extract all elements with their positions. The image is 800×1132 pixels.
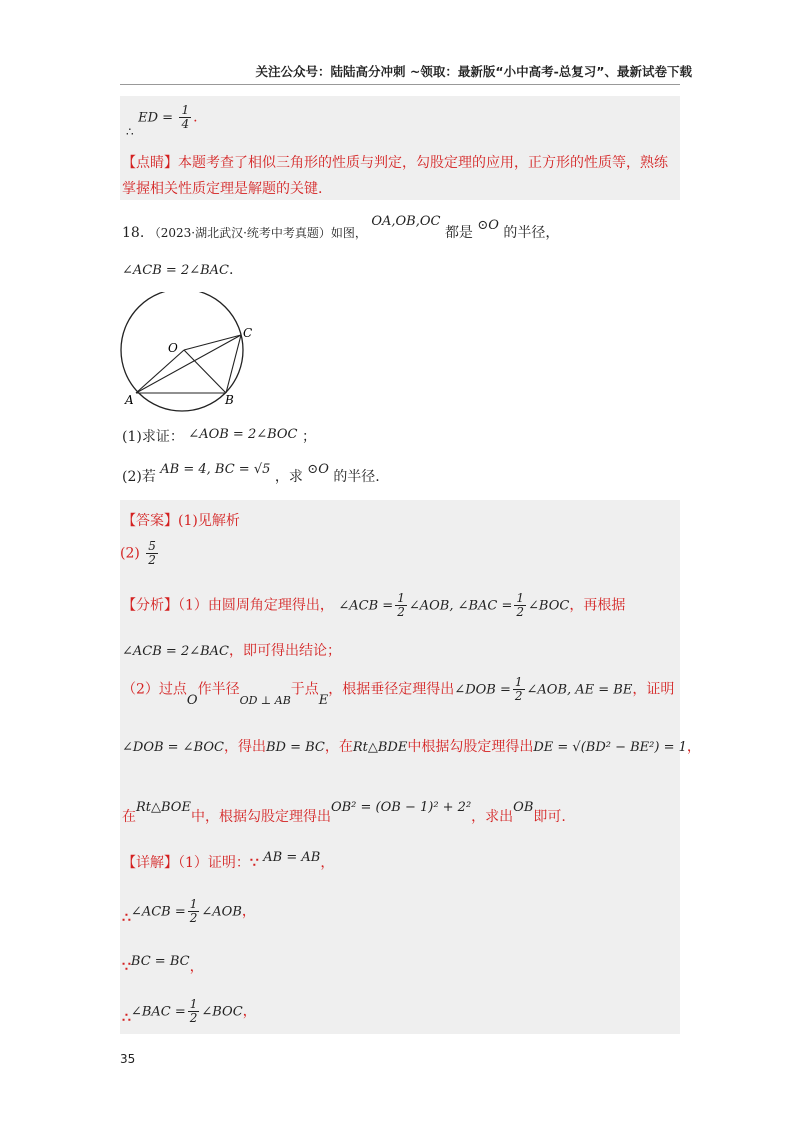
problem-condition: ∠ACB = 2∠BAC. — [122, 262, 234, 278]
analysis-line-5: 在Rt△BOE中，根据勾股定理得出OB² = (OB − 1)² + 2²，求出OB即可. — [122, 800, 566, 825]
answer-part-2: (2) $\frac{5}{2}$ — [120, 539, 156, 567]
segment-ac — [136, 335, 241, 393]
ed-lhs: ED = — [138, 110, 174, 126]
therefore-symbol: ∴ — [126, 124, 134, 139]
analysis-line-3: （2）过点O作半径$_{OD \perp AB}$于点E，根据垂径定理得出∠DOB = $\frac{1}{2}$ ∠AOB, AE = BE，证明 — [122, 675, 675, 708]
detail-line-2: ∴∠ACB = $\frac{1}{2}$ ∠AOB， — [122, 897, 256, 926]
answer-line: 【答案】(1)见解析 — [122, 513, 240, 529]
detail-line-3: ∵BC = BC， — [122, 954, 204, 975]
prev-ed-line: ∴ ED = $\frac{1}{4}$ . — [126, 103, 198, 139]
header-rule — [120, 84, 680, 85]
ed-fraction: $\frac{1}{4}$ — [181, 103, 190, 131]
label-o: O — [168, 341, 178, 355]
segment-oa — [136, 350, 184, 393]
label-a: A — [125, 393, 134, 407]
analysis-line-2: ∠ACB = 2∠BAC，即可得出结论； — [122, 643, 341, 659]
prev-comment-2: 掌握相关性质定理是解题的关键. — [122, 181, 323, 197]
analysis-line-1: 【分析】（1）由圆周角定理得出， ∠ACB = $\frac{1}{2}$ ∠AOB, ∠BAC = $\frac{1}{2}$ ∠BOC，再根据 — [122, 591, 626, 619]
prev-comment: 【点睛】本题考查了相似三角形的性质与判定，勾股定理的应用，正方形的性质等，熟练 — [122, 155, 668, 171]
page-header: 关注公众号：陆陆高分冲刺 ~领取：最新版“小中高考-总复习”、最新试卷下载 — [255, 64, 692, 79]
problem-18: 18. （2023·湖北武汉·统考中考真题）如图， OA,OB,OC 都是 ⊙O 的半径， — [122, 214, 560, 241]
circle-figure — [116, 292, 276, 412]
label-c: C — [243, 326, 253, 340]
segment-oc — [184, 335, 241, 350]
label-b: B — [225, 393, 234, 407]
detail-line-4: ∴∠BAC = $\frac{1}{2}$ ∠BOC， — [122, 997, 257, 1026]
segment-ob — [184, 350, 226, 393]
segment-bc — [226, 335, 241, 393]
problem-part-2: (2)若 AB = 4, BC = √5 ，求 ⊙O 的半径. — [122, 462, 380, 485]
detail-line-1: 【详解】（1）证明：∵ AB = AB， — [122, 850, 335, 871]
page-number: 35 — [120, 1052, 136, 1066]
problem-part-1: (1)求证： ∠AOB = 2∠BOC ； — [122, 427, 316, 445]
analysis-line-4: ∠DOB = ∠BOC，得出BD = BC，在Rt△BDE中根据勾股定理得出DE = √(BD² − BE²) = 1， — [122, 739, 701, 755]
answer-fraction: $\frac{5}{2}$ — [148, 539, 156, 567]
solution-box — [120, 500, 680, 1034]
